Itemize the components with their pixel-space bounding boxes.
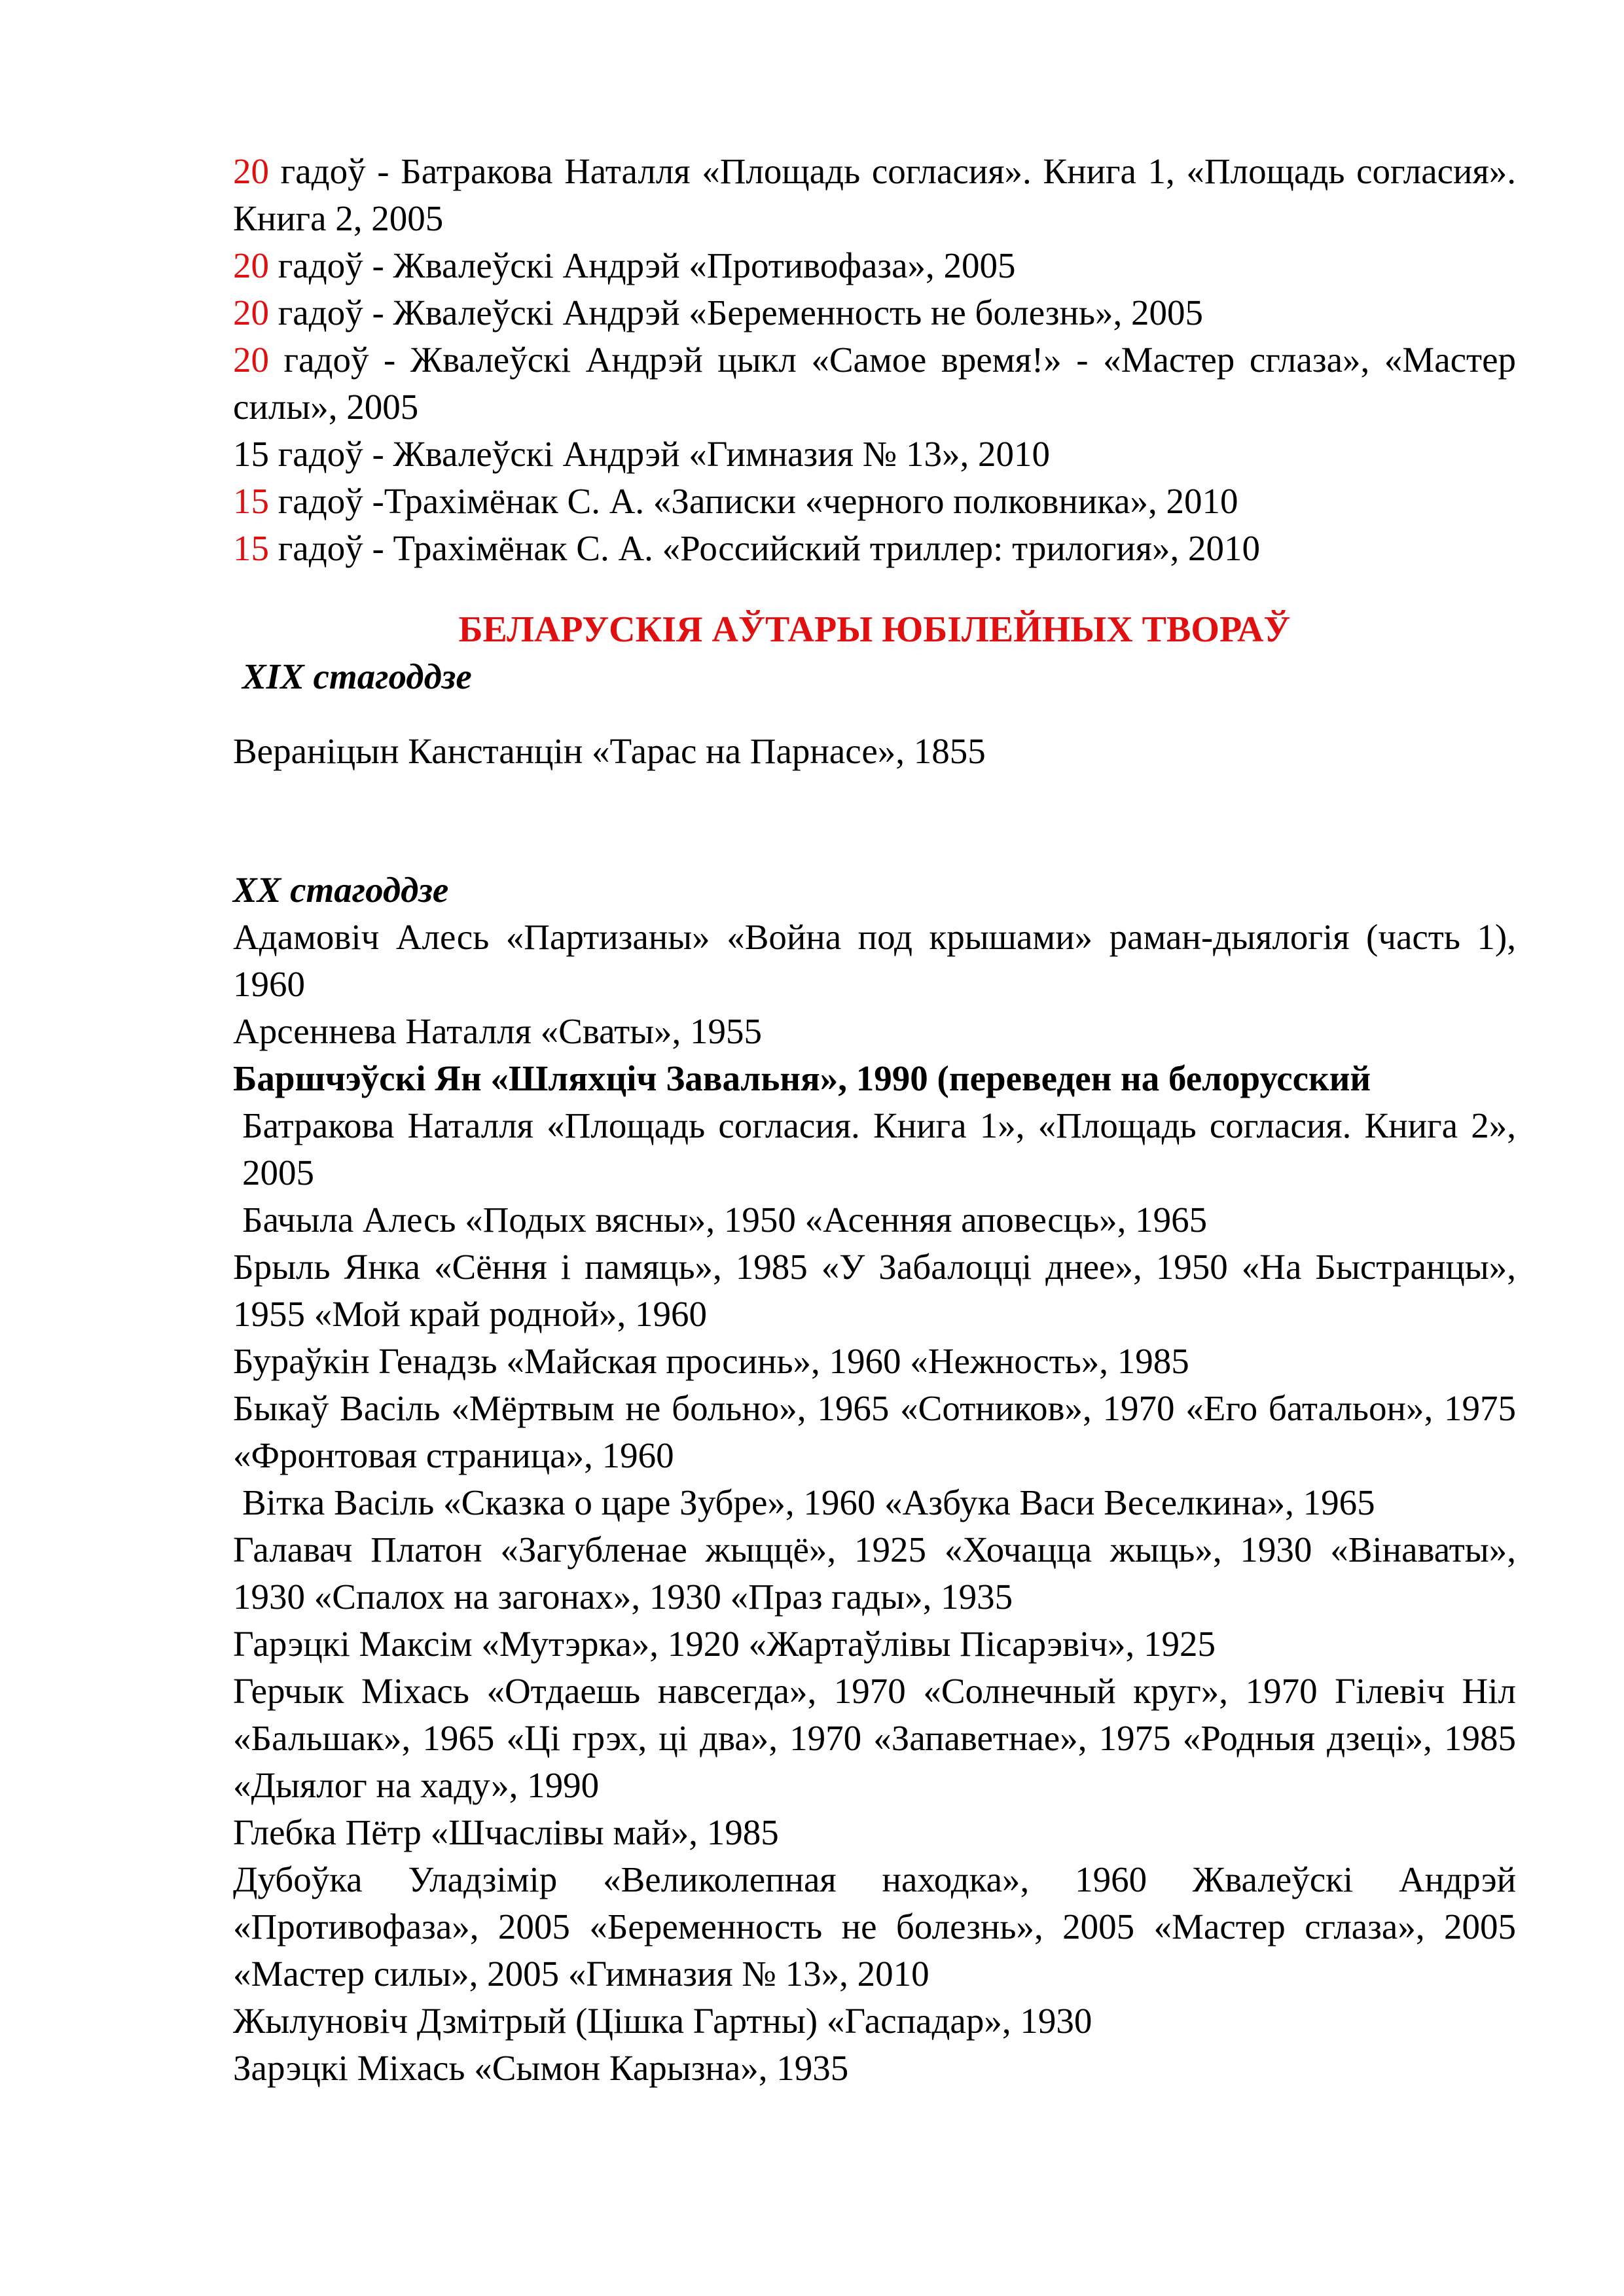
document-page — [233, 148, 1516, 2092]
anniversary-sep: гадоў - — [269, 481, 384, 521]
anniversary-text: Жвалеўскі Андрэй цыкл «Самое время!» - «Мастер сглаза», «Мастер силы», 2005 — [233, 340, 1516, 427]
author-entry: Галавач Платон «Загубленае жыццё», 1925 «Хочацца жыць», 1930 «Вінаваты», 1930 «Спалох на загонах», 1930 «Праз гады», 1935 — [233, 1530, 1516, 1617]
century-19-heading: XIX стагоддзе — [242, 656, 472, 696]
anniversary-years: 20 — [233, 151, 269, 191]
anniversary-sep: гадоў - — [269, 151, 401, 191]
anniversary-entry — [233, 525, 1516, 572]
author-entry: Батракова Наталля «Площадь согласия. Книга 1», «Площадь согласия. Книга 2», 2005 — [242, 1105, 1516, 1193]
anniversary-sep: гадоў - — [269, 528, 393, 568]
author-entry: Быкаў Васіль «Мёртвым не больно», 1965 «Сотников», 1970 «Его батальон», 1975 «Фронтовая страница», 1960 — [233, 1388, 1516, 1475]
author-entry: Баршчэўскі Ян «Шляхціч Завальня», 1990 (переведен на белорусский — [233, 1058, 1371, 1098]
author-entry: Адамовіч Алесь «Партизаны» «Война под крышами» раман-дыялогія (часть 1), 1960 — [233, 917, 1516, 1004]
anniversary-text: Трахімёнак С. А. «Российский триллер: трилогия», 2010 — [393, 528, 1261, 568]
anniversary-text: Жвалеўскі Андрэй «Гимназия № 13», 2010 — [393, 434, 1050, 474]
author-entry: Гарэцкі Максім «Мутэрка», 1920 «Жартаўлівы Пісарэвіч», 1925 — [233, 1624, 1216, 1664]
anniversary-text: Трахімёнак С. А. «Записки «черного полковника», 2010 — [384, 481, 1238, 521]
anniversary-sep: гадоў - — [269, 245, 393, 285]
anniversary-years: 20 — [233, 293, 269, 332]
anniversary-entry — [233, 478, 1516, 525]
century-20-heading: XX стагоддзе — [233, 870, 449, 910]
author-entry: Арсеннева Наталля «Сваты», 1955 — [233, 1011, 763, 1051]
author-entry: Бураўкін Генадзь «Майская просинь», 1960 «Нежность», 1985 — [233, 1341, 1189, 1381]
anniversary-years: 15 — [233, 434, 269, 474]
anniversary-entry — [233, 431, 1516, 478]
anniversary-sep: гадоў - — [269, 340, 410, 380]
anniversary-entry — [233, 242, 1516, 289]
author-entry: Герчык Міхась «Отдаешь навсегда», 1970 «Солнечный круг», 1970 Гілевіч Ніл «Бальшак», 1965 «Ці грэх, ці два», 1970 «Запаветнае», 1975 «Родныя дзеці», 1985 «Дыялог на хаду», 1990 — [233, 1671, 1516, 1805]
author-entry: Бачыла Алесь «Подых вясны», 1950 «Асенняя аповесць», 1965 — [242, 1200, 1208, 1240]
author-entry: Брыль Янка «Сёння і памяць», 1985 «У Забалоцці днее», 1950 «На Быстранцы», 1955 «Мой край родной», 1960 — [233, 1247, 1516, 1334]
anniversary-years: 15 — [233, 528, 269, 568]
author-entry: Зарэцкі Міхась «Сымон Карызна», 1935 — [233, 2048, 849, 2088]
anniversary-entry — [233, 289, 1516, 336]
anniversary-years: 20 — [233, 340, 269, 380]
anniversary-text: Батракова Наталля «Площадь согласия». Книга 1, «Площадь согласия». Книга 2, 2005 — [233, 151, 1516, 238]
author-entry: Жылуновіч Дзмітрый (Цішка Гартны) «Гаспадар», 1930 — [233, 2001, 1092, 2041]
author-entry: Дубоўка Уладзімір «Великолепная находка», 1960 Жвалеўскі Андрэй «Противофаза», 2005 «Беременность не болезнь», 2005 «Мастер сглаза», 2005 «Мастер силы», 2005 «Гимназия № 13», 2010 — [233, 1859, 1516, 1994]
anniversary-years: 15 — [233, 481, 269, 521]
anniversary-entry — [233, 336, 1516, 431]
anniversary-text: Жвалеўскі Андрэй «Беременность не болезнь», 2005 — [393, 293, 1204, 332]
author-entry: Вераніцын Канстанцін «Тарас на Парнасе», 1855 — [233, 731, 986, 771]
anniversary-years: 20 — [233, 245, 269, 285]
author-entry: Вітка Васіль «Сказка о царе Зубре», 1960 «Азбука Васи Веселкина», 1965 — [242, 1482, 1375, 1522]
section-title: БЕЛАРУСКІЯ АЎТАРЫ ЮБІЛЕЙНЫХ ТВОРАЎ — [458, 609, 1291, 650]
anniversary-entry — [233, 148, 1516, 242]
anniversary-sep: гадоў - — [269, 293, 393, 332]
anniversary-text: Жвалеўскі Андрэй «Противофаза», 2005 — [393, 245, 1016, 285]
anniversary-sep: гадоў - — [269, 434, 393, 474]
author-entry: Глебка Пётр «Шчаслівы май», 1985 — [233, 1812, 779, 1852]
